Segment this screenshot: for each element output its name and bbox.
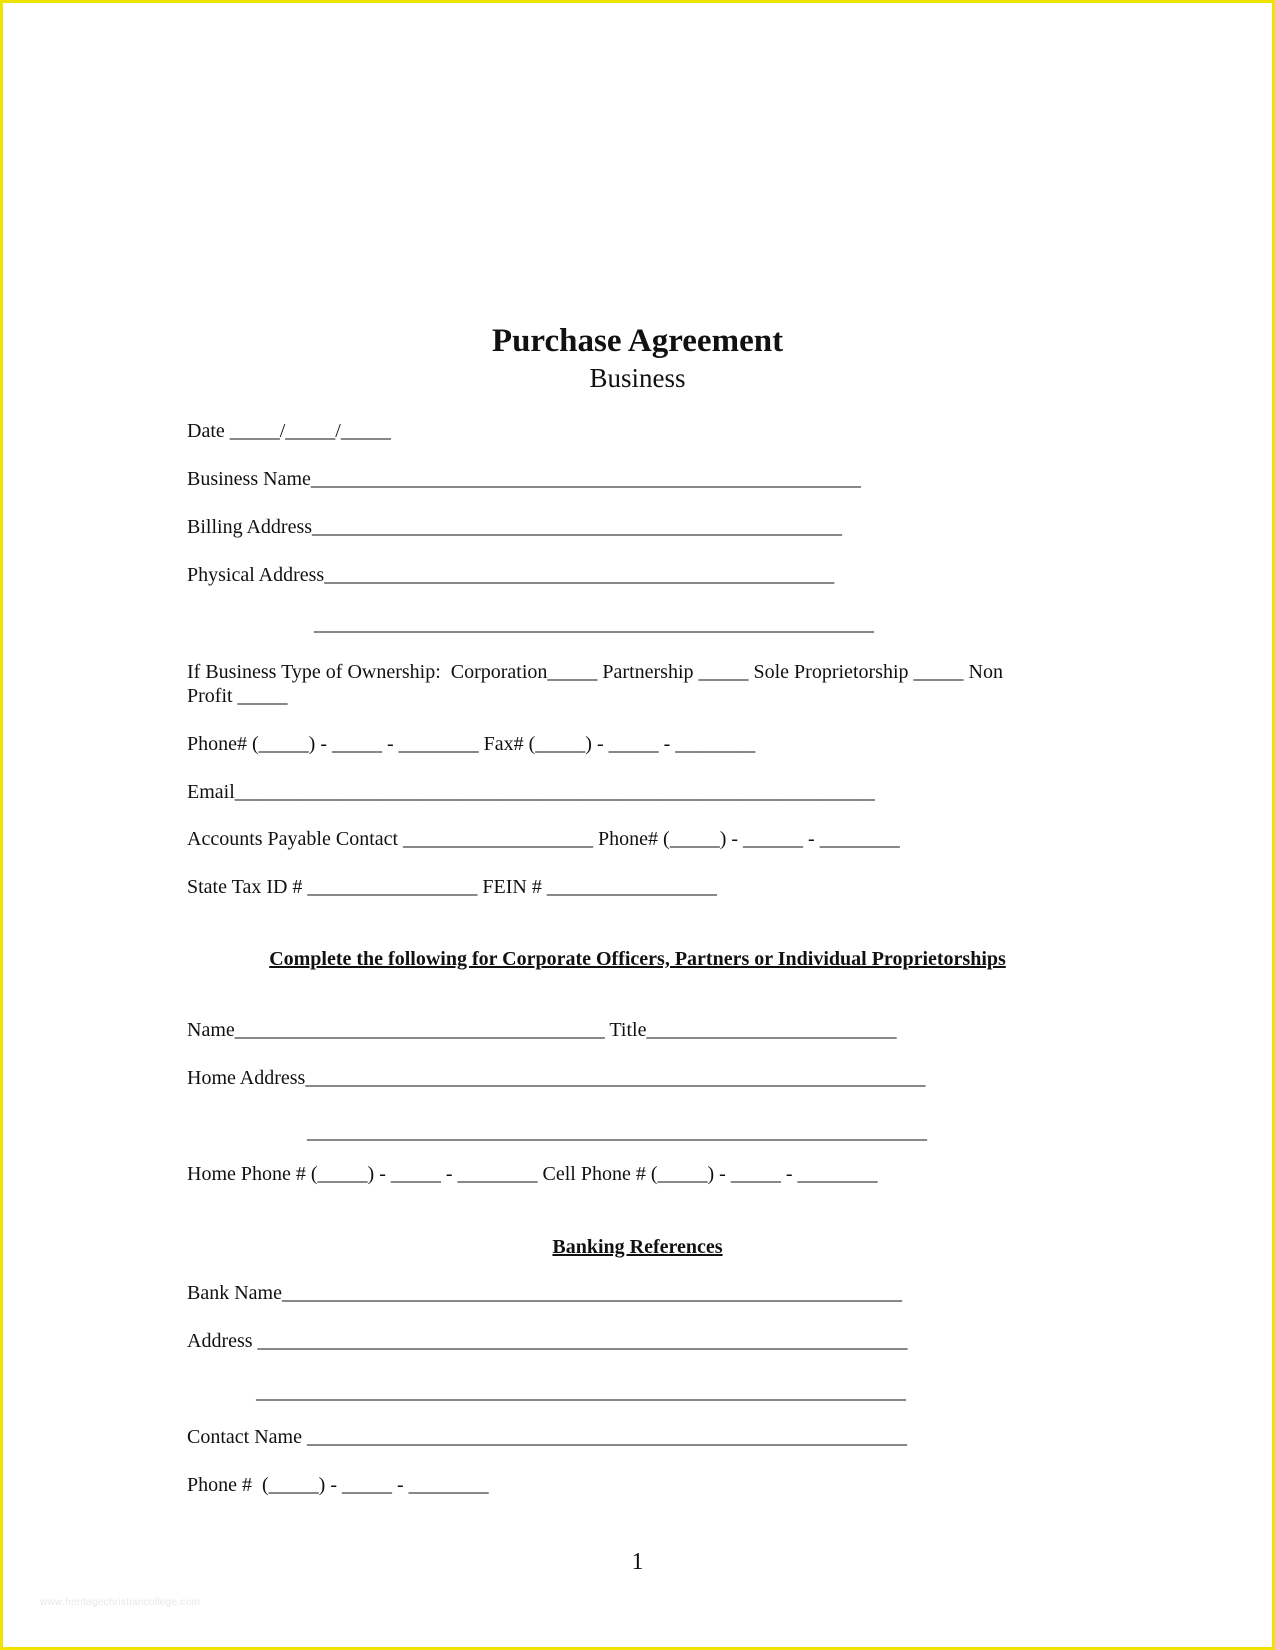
banking-section-heading: Banking References [552,1236,723,1258]
business-name-field: Business Name_______________________________________________________ [187,468,861,490]
physical-address-field: Physical Address___________________________________________________ [187,564,835,586]
officer-home-address-line-2: ______________________________________________________________ [307,1121,927,1143]
ownership-type-field-cont: Profit _____ [187,685,288,707]
ownership-type-field: If Business Type of Ownership: Corporation_____ Partnership _____ Sole Proprietorship _____ Non [187,661,1003,683]
bank-address-line-2: _________________________________________________________________ [256,1381,906,1403]
officer-name-title-field: Name_____________________________________ Title_________________________ [187,1019,897,1041]
watermark: www.heritagechristiancollege.com [40,1597,201,1608]
officer-home-address-field: Home Address______________________________________________________________ [187,1067,926,1089]
physical-address-line-2: ________________________________________________________ [314,613,874,635]
bank-name-field: Bank Name______________________________________________________________ [187,1282,902,1304]
email-field: Email________________________________________________________________ [187,781,875,803]
bank-contact-name-field: Contact Name ____________________________________________________________ [187,1426,907,1448]
date-field: Date _____/_____/_____ [187,420,391,442]
bank-phone-field: Phone # (_____) - _____ - ________ [187,1474,489,1496]
page-number: 1 [631,1549,644,1575]
document-title: Purchase Agreement [491,323,784,359]
billing-address-field: Billing Address_____________________________________________________ [187,516,843,538]
tax-id-field: State Tax ID # _________________ FEIN # _________________ [187,876,717,898]
bank-address-field: Address _________________________________________________________________ [187,1330,908,1352]
phone-fax-field: Phone# (_____) - _____ - ________ Fax# (_____) - _____ - ________ [187,733,756,755]
officers-section-heading: Complete the following for Corporate Officers, Partners or Individual Proprietorships [269,948,1006,970]
document-subtitle: Business [589,363,686,393]
officer-phones-field: Home Phone # (_____) - _____ - ________ Cell Phone # (_____) - _____ - ________ [187,1163,878,1185]
accounts-payable-contact-field: Accounts Payable Contact ___________________ Phone# (_____) - ______ - ________ [187,828,900,850]
